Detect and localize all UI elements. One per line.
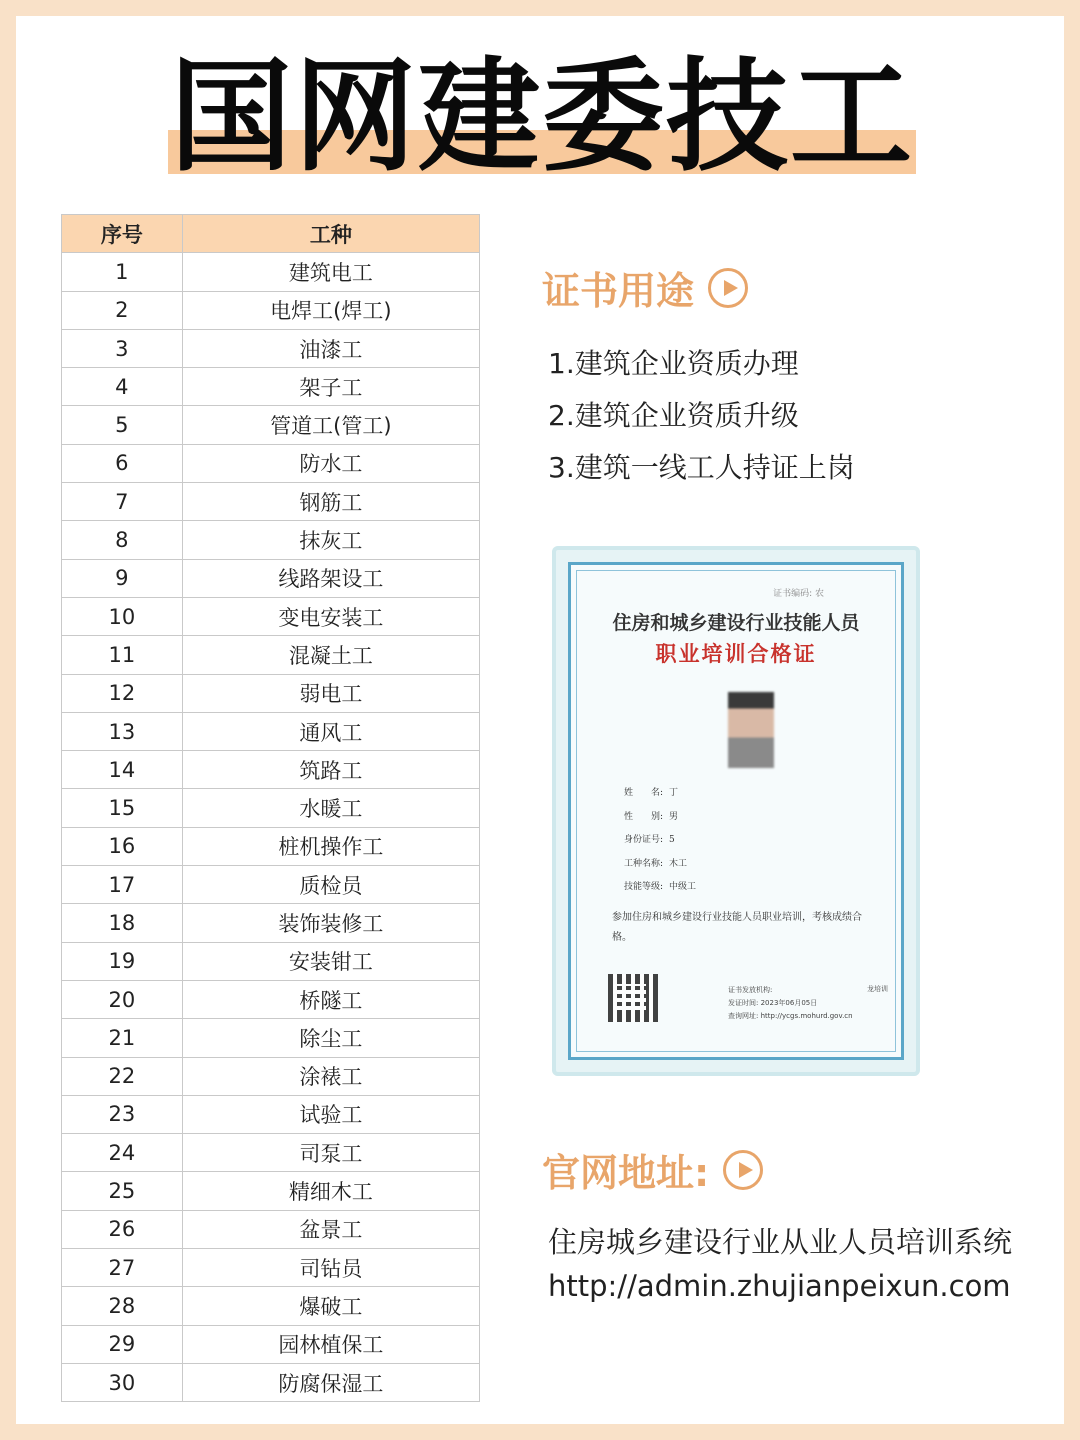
row-index: 22	[62, 1058, 183, 1096]
row-job-type: 盆景工	[183, 1211, 480, 1249]
row-index: 29	[62, 1326, 183, 1364]
table-row	[62, 406, 480, 444]
row-index: 17	[62, 866, 183, 904]
row-index: 5	[62, 406, 183, 444]
table-row	[62, 483, 480, 521]
table-row	[62, 521, 480, 559]
site-heading	[542, 1142, 763, 1197]
row-job-type: 涂裱工	[183, 1058, 480, 1096]
row-job-type: 除尘工	[183, 1019, 480, 1057]
play-circle-icon	[723, 1150, 763, 1190]
table-row	[62, 1058, 480, 1096]
field-value: 中级工	[669, 882, 697, 892]
table-row	[62, 445, 480, 483]
field-label: 身份证号:	[624, 835, 664, 845]
row-index: 25	[62, 1172, 183, 1210]
row-index: 14	[62, 751, 183, 789]
row-index: 16	[62, 828, 183, 866]
footer-issuer: 证书发放机构:	[728, 986, 773, 994]
row-job-type: 管道工(管工)	[183, 406, 480, 444]
field-value: 5	[669, 835, 675, 845]
row-job-type: 钢筋工	[183, 483, 480, 521]
row-index: 15	[62, 789, 183, 827]
job-type-table	[61, 214, 480, 1402]
header-job-type: 工种	[183, 215, 480, 253]
table-row	[62, 368, 480, 406]
row-index: 13	[62, 713, 183, 751]
site-name: 住房城乡建设行业从业人员培训系统	[548, 1225, 1013, 1259]
certificate-field	[624, 853, 696, 877]
footer-right-text: 龙培训	[867, 985, 888, 993]
row-job-type: 防腐保湿工	[183, 1364, 480, 1402]
row-job-type: 安装钳工	[183, 943, 480, 981]
row-index: 4	[62, 368, 183, 406]
table-row	[62, 1096, 480, 1134]
row-job-type: 变电安装工	[183, 598, 480, 636]
row-job-type: 司泵工	[183, 1134, 480, 1172]
row-index: 3	[62, 330, 183, 368]
list-item: 2.建筑企业资质升级	[548, 399, 799, 432]
field-value: 木工	[669, 858, 688, 869]
row-job-type: 线路架设工	[183, 560, 480, 598]
row-job-type: 精细木工	[183, 1172, 480, 1210]
row-job-type: 建筑电工	[183, 253, 480, 291]
row-job-type: 桥隧工	[183, 981, 480, 1019]
table-row	[62, 713, 480, 751]
table-row	[62, 1364, 480, 1402]
footer-query-row	[728, 1010, 853, 1023]
play-circle-icon	[708, 268, 748, 308]
table-row	[62, 943, 480, 981]
row-job-type: 防水工	[183, 445, 480, 483]
certificate-field	[624, 782, 696, 806]
table-row	[62, 598, 480, 636]
certificate-field	[624, 806, 696, 830]
qr-code-icon	[608, 974, 658, 1022]
field-label: 性 别:	[624, 811, 664, 822]
certificate-image	[552, 546, 920, 1076]
row-index: 10	[62, 598, 183, 636]
field-label: 姓 名:	[624, 788, 664, 798]
table-row	[62, 1287, 480, 1325]
certificate-title: 住房和城乡建设行业技能人员	[612, 612, 860, 634]
footer-query-url: http://ycgs.mohurd.gov.cn	[760, 1012, 853, 1020]
blurred-photo	[728, 692, 774, 768]
list-item: 1.建筑企业资质办理	[548, 347, 799, 380]
table-row	[62, 904, 480, 942]
uses-heading-text: 证书用途	[542, 269, 695, 313]
footer-date-label: 发证时间:	[728, 999, 759, 1007]
footer-query-label: 查询网址:	[728, 1012, 759, 1020]
table-row	[62, 675, 480, 713]
table-row	[62, 1326, 480, 1364]
row-index: 7	[62, 483, 183, 521]
row-index: 20	[62, 981, 183, 1019]
row-job-type: 架子工	[183, 368, 480, 406]
site-url[interactable]: http://admin.zhujianpeixun.com	[548, 1269, 1011, 1303]
row-job-type: 司钻员	[183, 1249, 480, 1287]
row-job-type: 爆破工	[183, 1287, 480, 1325]
field-label: 工种名称:	[624, 858, 664, 869]
site-info	[548, 1220, 1012, 1308]
row-index: 26	[62, 1211, 183, 1249]
row-job-type: 桩机操作工	[183, 828, 480, 866]
row-job-type: 弱电工	[183, 675, 480, 713]
table-row	[62, 560, 480, 598]
table-row	[62, 636, 480, 674]
title-block	[168, 46, 916, 188]
certificate-field	[624, 876, 696, 900]
certificate-subtitle: 职业培训合格证	[655, 641, 817, 666]
certificate-field	[624, 829, 696, 853]
table-header-row	[62, 215, 480, 253]
certificate-fields	[624, 782, 696, 900]
row-index: 30	[62, 1364, 183, 1402]
site-heading-text: 官网地址:	[542, 1151, 710, 1195]
row-index: 27	[62, 1249, 183, 1287]
row-index: 1	[62, 253, 183, 291]
row-job-type: 园林植保工	[183, 1326, 480, 1364]
row-job-type: 筑路工	[183, 751, 480, 789]
footer-date: 2023年06月05日	[760, 999, 818, 1007]
uses-list	[548, 338, 855, 494]
row-job-type: 油漆工	[183, 330, 480, 368]
row-index: 12	[62, 675, 183, 713]
table-row	[62, 1019, 480, 1057]
row-index: 2	[62, 292, 183, 330]
row-job-type: 水暖工	[183, 789, 480, 827]
certificate-number: 证书编码: 农	[773, 589, 824, 599]
table-row	[62, 292, 480, 330]
row-index: 6	[62, 445, 183, 483]
header-index: 序号	[62, 215, 183, 253]
table-row	[62, 751, 480, 789]
list-item: 3.建筑一线工人持证上岗	[548, 451, 855, 484]
row-job-type: 试验工	[183, 1096, 480, 1134]
table-row	[62, 789, 480, 827]
row-index: 19	[62, 943, 183, 981]
row-index: 11	[62, 636, 183, 674]
row-job-type: 电焊工(焊工)	[183, 292, 480, 330]
row-index: 8	[62, 521, 183, 559]
row-index: 28	[62, 1287, 183, 1325]
table-row	[62, 1172, 480, 1210]
field-value: 丁	[669, 788, 679, 798]
table-row	[62, 253, 480, 291]
row-job-type: 装饰装修工	[183, 904, 480, 942]
field-label: 技能等级:	[624, 882, 664, 892]
table-row	[62, 1134, 480, 1172]
row-index: 21	[62, 1019, 183, 1057]
footer-date-row	[728, 997, 853, 1010]
row-index: 18	[62, 904, 183, 942]
table-row	[62, 1211, 480, 1249]
row-index: 24	[62, 1134, 183, 1172]
uses-heading	[542, 260, 748, 315]
table-row	[62, 866, 480, 904]
row-job-type: 混凝土工	[183, 636, 480, 674]
row-job-type: 抹灰工	[183, 521, 480, 559]
certificate-statement: 参加住房和城乡建设行业技能人员职业培训，考核成绩合格。	[612, 912, 862, 943]
table-row	[62, 330, 480, 368]
certificate-footer	[728, 984, 853, 1023]
table-row	[62, 981, 480, 1019]
row-job-type: 质检员	[183, 866, 480, 904]
row-job-type: 通风工	[183, 713, 480, 751]
row-index: 23	[62, 1096, 183, 1134]
table-row	[62, 828, 480, 866]
page-title: 国网建委技工	[170, 46, 914, 188]
field-value: 男	[669, 811, 679, 822]
row-index: 9	[62, 560, 183, 598]
table-row	[62, 1249, 480, 1287]
